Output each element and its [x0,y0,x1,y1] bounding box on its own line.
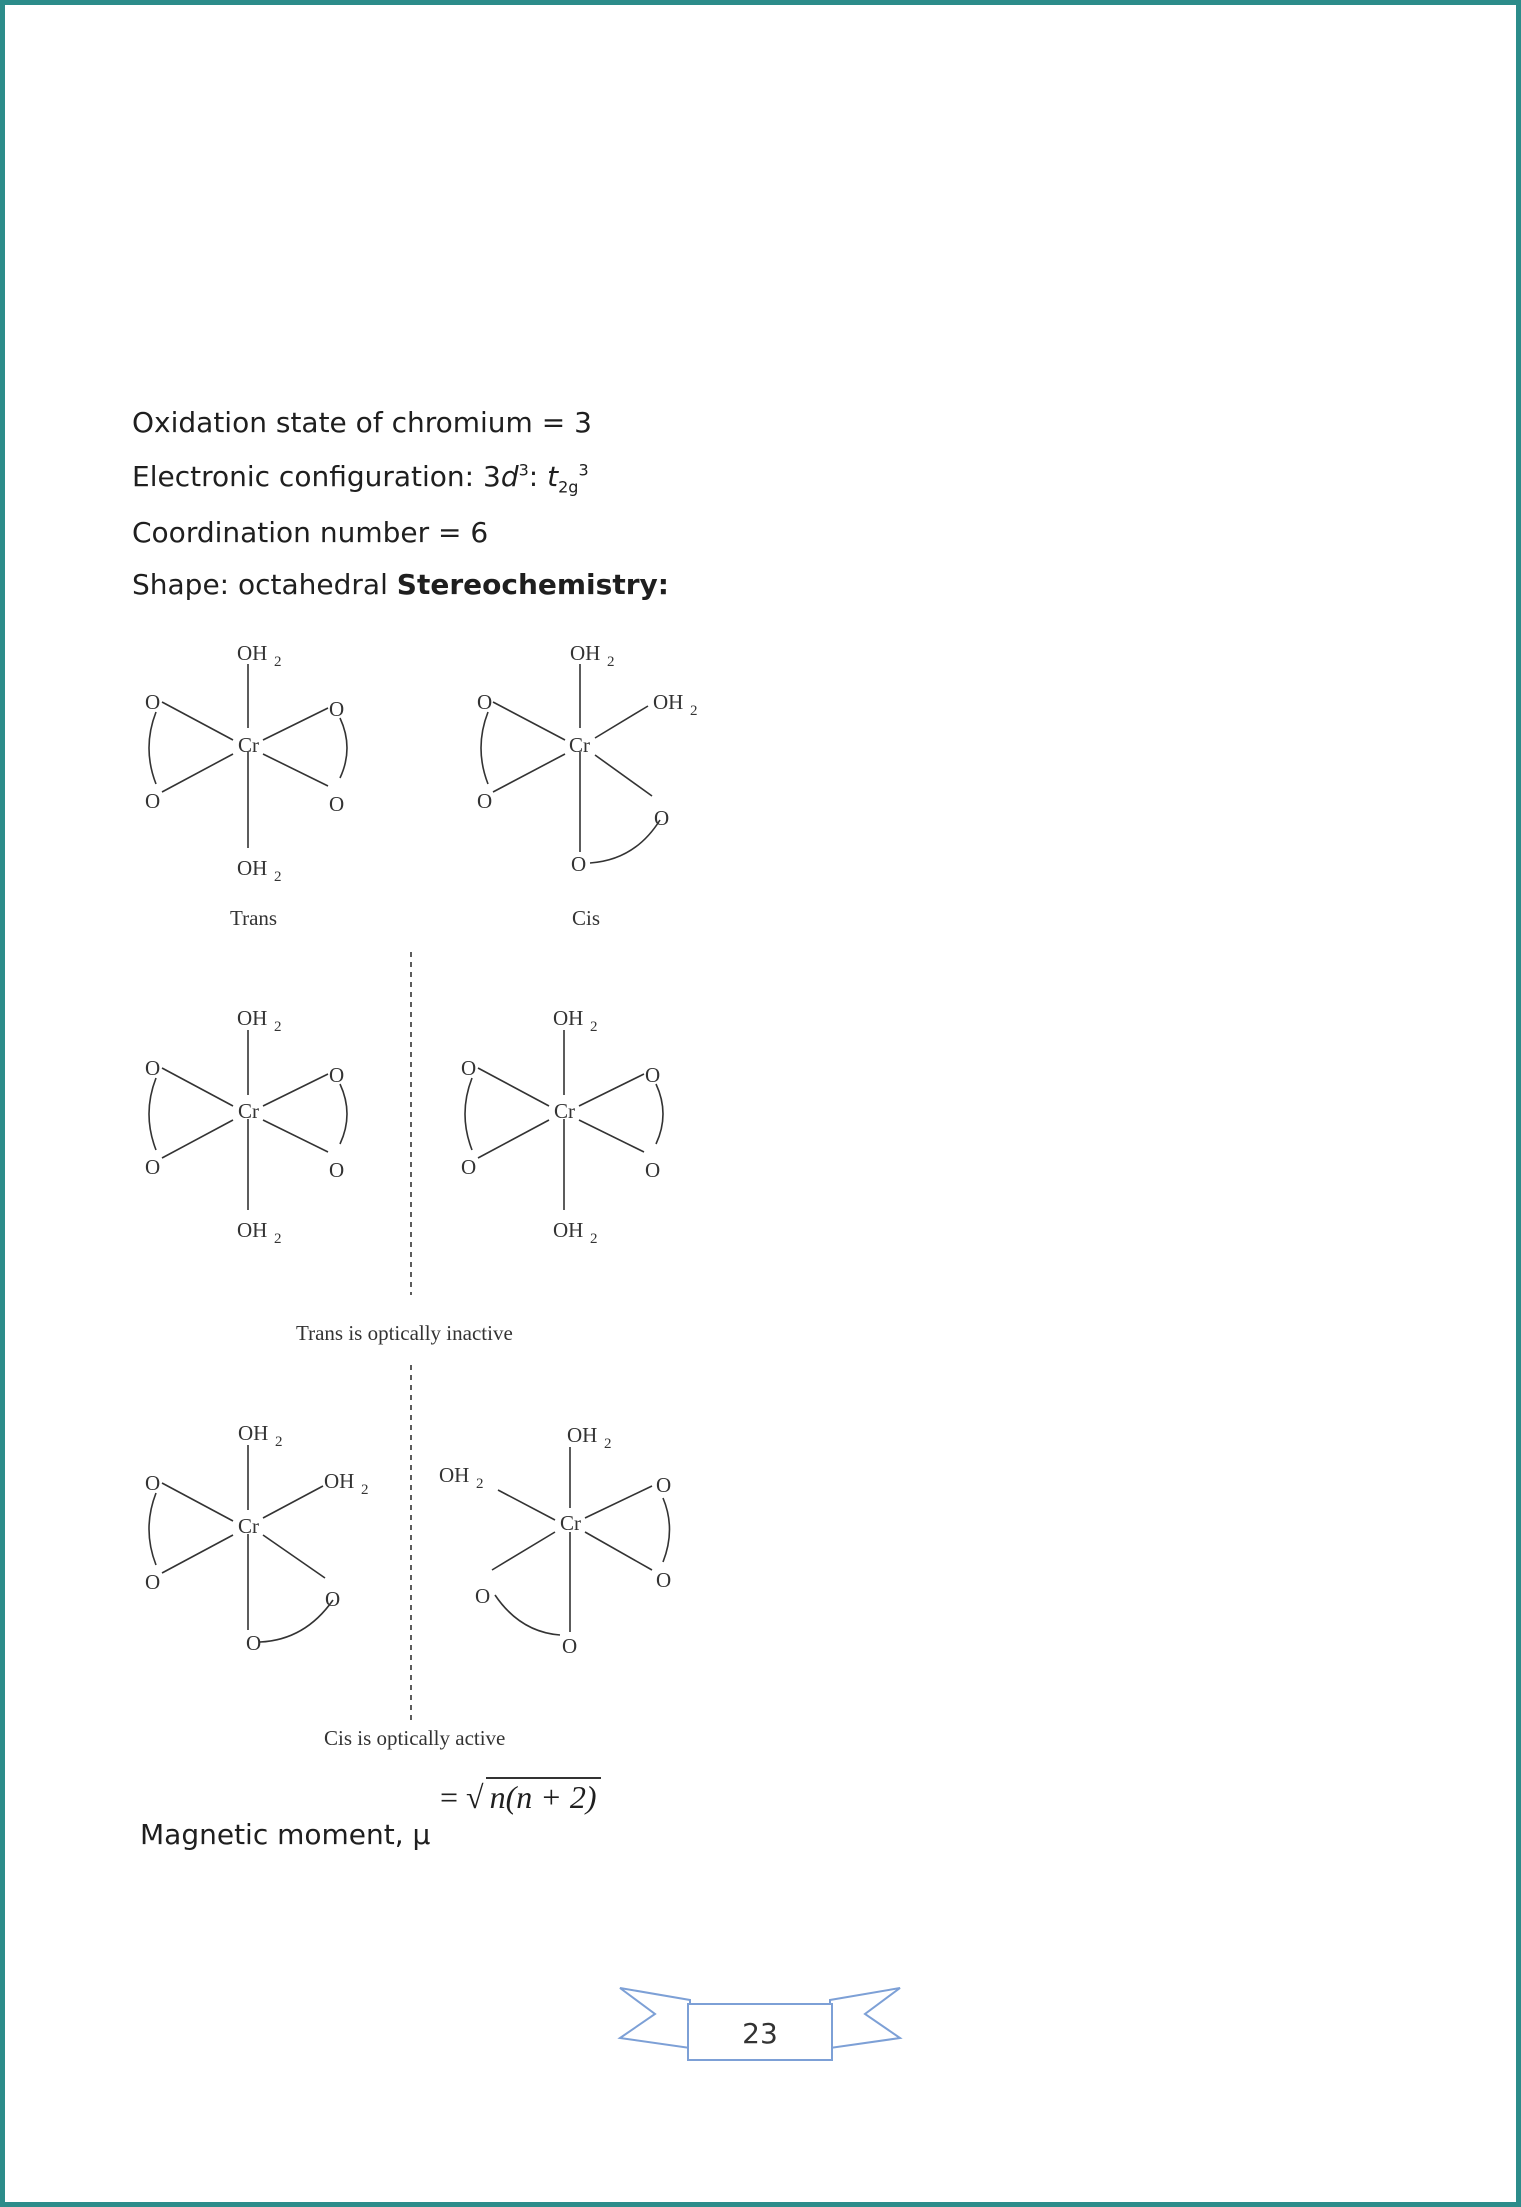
water-subscript: 2 [275,1434,283,1450]
water-subscript: 2 [604,1436,612,1452]
oxygen-atom: O [562,1634,578,1658]
oxygen-atom: O [145,690,161,714]
shape-line [132,568,669,601]
water-ligand: OH [237,1006,268,1030]
water-ligand: OH [553,1006,584,1030]
page-number: 23 [742,2017,778,2050]
cr-atom: Cr [560,1511,581,1535]
sqrt-sign: √ [466,1779,484,1815]
cis-active-caption: Cis is optically active [324,1726,506,1750]
oxygen-atom: O [645,1158,661,1182]
oxygen-atom: O [329,792,345,816]
trans-isomer-right [461,1006,663,1247]
stereochemistry-figure [130,620,710,1770]
electronic-configuration-line [132,460,589,497]
water-ligand: OH [439,1463,470,1487]
formula-radicand: n(n + 2) [486,1777,601,1816]
cis-isomer-right [439,1423,671,1658]
oxygen-atom: O [475,1584,491,1608]
magnetic-moment-label: Magnetic moment, μ [140,1818,431,1851]
water-subscript: 2 [590,1019,598,1035]
shape-text: Shape: octahedral [132,568,397,601]
cr-atom: Cr [569,733,590,757]
oxygen-atom: O [571,852,587,876]
water-subscript: 2 [690,703,698,719]
config-t: t [547,460,559,493]
cr-atom: Cr [554,1099,575,1123]
water-subscript: 2 [274,869,282,885]
oxygen-atom: O [329,697,345,721]
config-d: d [500,460,519,493]
config-prefix: Electronic configuration: 3 [132,460,501,493]
water-subscript: 2 [274,1231,282,1247]
config-superscript: 3 [518,460,529,480]
oxygen-atom: O [329,1158,345,1182]
water-ligand: OH [553,1218,584,1242]
oxygen-atom: O [246,1631,262,1655]
water-subscript: 2 [476,1476,484,1492]
oxidation-state-line: Oxidation state of chromium = 3 [132,406,592,439]
oxygen-atom: O [145,1155,161,1179]
water-subscript: 2 [607,654,615,670]
cr-atom: Cr [238,733,259,757]
oxygen-atom: O [145,1056,161,1080]
water-subscript: 2 [590,1231,598,1247]
trans-isomer [145,641,347,930]
cis-label: Cis [572,906,601,930]
water-subscript: 2 [274,654,282,670]
water-ligand: OH [324,1469,355,1493]
water-ligand: OH [653,690,684,714]
oxygen-atom: O [477,789,493,813]
oxygen-atom: O [461,1056,477,1080]
coordination-number-line: Coordination number = 6 [132,516,489,549]
oxygen-atom: O [461,1155,477,1179]
trans-label: Trans [230,906,278,930]
cis-isomer-left [145,1421,369,1655]
trans-isomer-left [145,1006,347,1247]
oxygen-atom: O [145,1570,161,1594]
trans-inactive-caption: Trans is optically inactive [296,1321,513,1345]
config-superscript-2: 3 [578,460,589,480]
cis-isomer [477,641,698,930]
page-number-banner [615,1982,905,2072]
water-ligand: OH [570,641,601,665]
oxygen-atom: O [477,690,493,714]
oxygen-atom: O [145,1471,161,1495]
water-ligand: OH [237,856,268,880]
water-ligand: OH [237,641,268,665]
oxygen-atom: O [325,1587,341,1611]
config-separator: : [528,460,548,493]
oxygen-atom: O [145,789,161,813]
water-ligand: OH [567,1423,598,1447]
oxygen-atom: O [654,806,670,830]
water-subscript: 2 [274,1019,282,1035]
config-subscript: 2g [558,477,579,497]
formula-equals: = [440,1779,467,1815]
oxygen-atom: O [645,1063,661,1087]
water-ligand: OH [238,1421,269,1445]
water-subscript: 2 [361,1482,369,1498]
oxygen-atom: O [329,1063,345,1087]
oxygen-atom: O [656,1473,672,1497]
water-ligand: OH [237,1218,268,1242]
stereochemistry-heading: Stereochemistry: [396,568,669,601]
cr-atom: Cr [238,1514,259,1538]
magnetic-moment-formula [440,1777,601,1816]
cr-atom: Cr [238,1099,259,1123]
oxygen-atom: O [656,1568,672,1592]
